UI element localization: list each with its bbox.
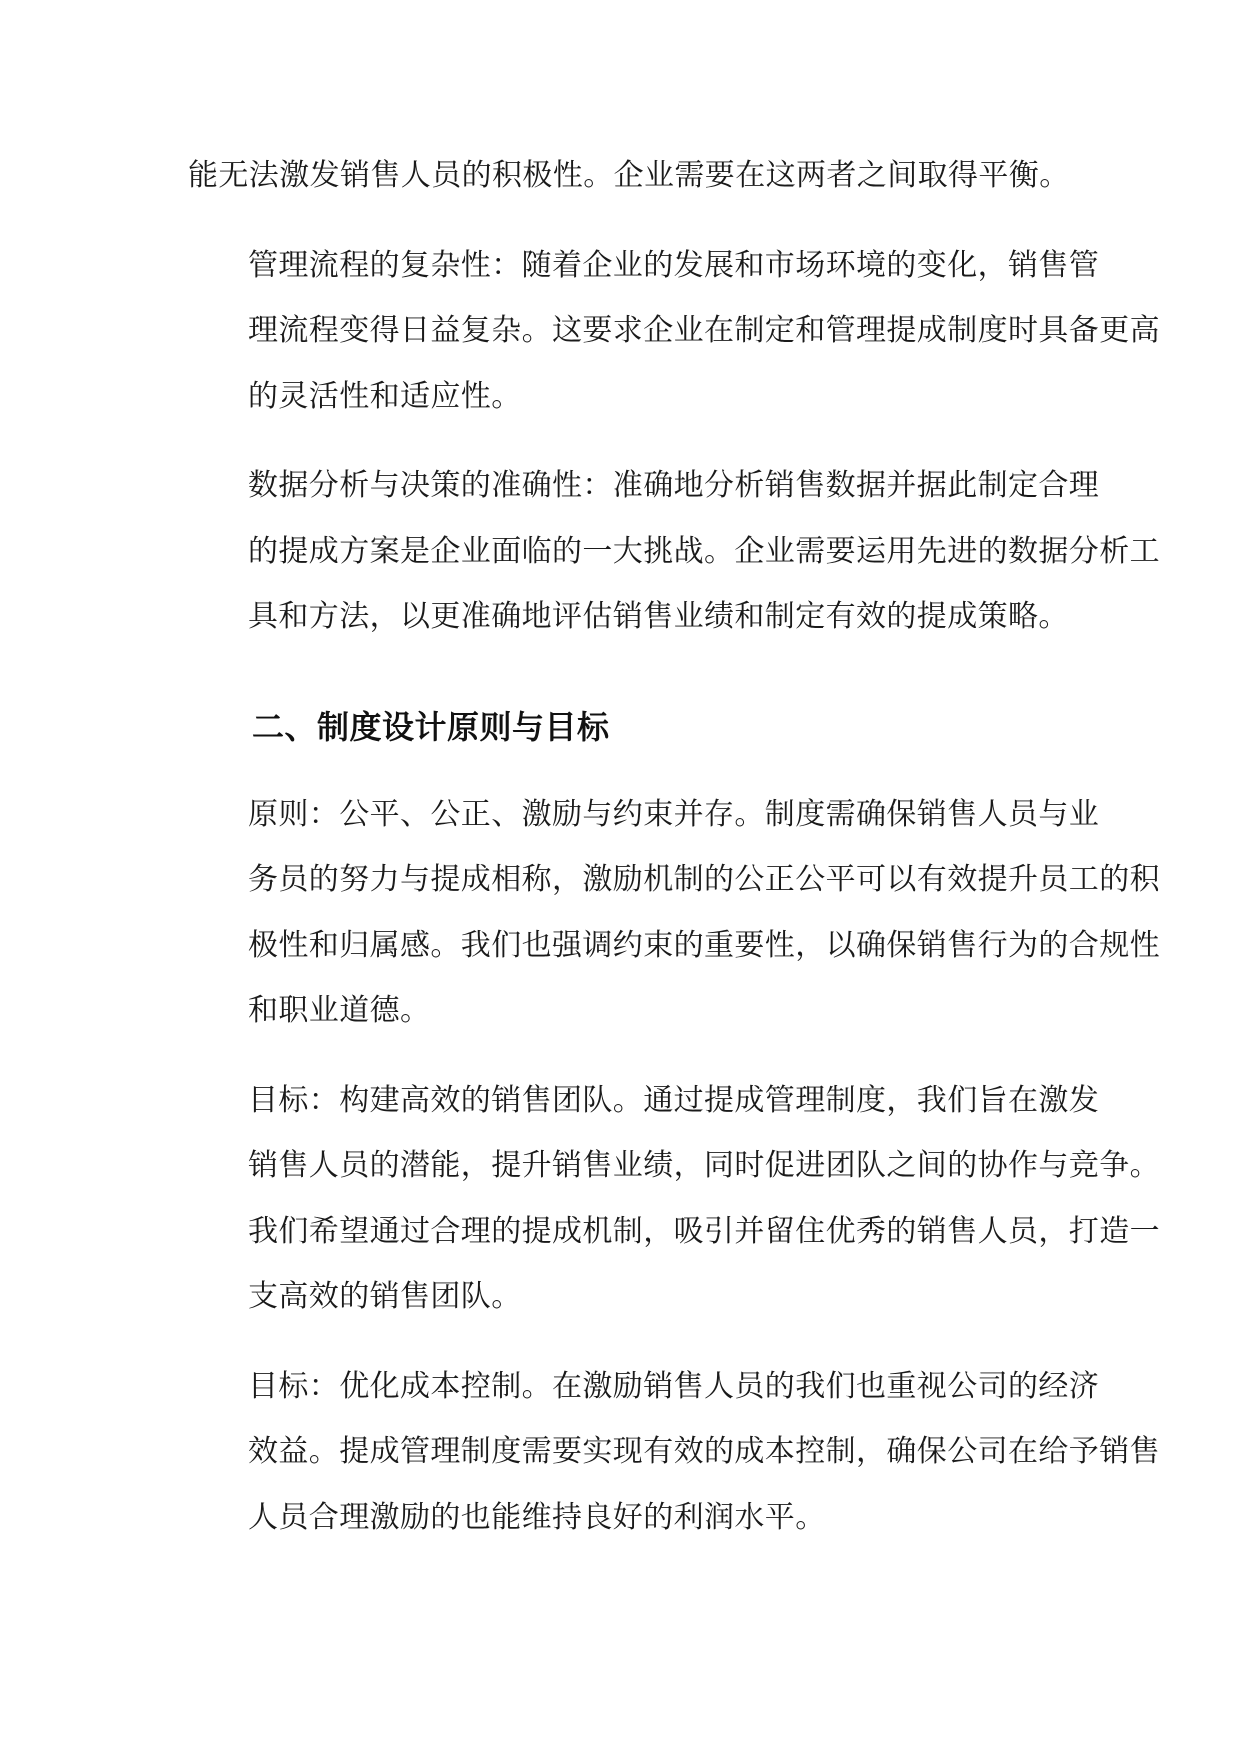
paragraph-continuation [188,143,1070,209]
text-line: 目标：优化成本控制。在激励销售人员的我们也重视公司的经济 [248,1368,1100,1404]
text-line: 数据分析与决策的准确性：准确地分析销售数据并据此制定合理 [248,468,1100,503]
text-line: 目标：构建高效的销售团队。通过提成管理制度，我们旨在激发 [248,1082,1100,1118]
text-line: 管理流程的复杂性：随着企业的发展和市场环境的变化，销售管 [248,247,1100,283]
paragraph-goal-team [188,1068,1160,1330]
text-line: 极性和归属感。我们也强调约束的重要性，以确保销售行为的合规性 [248,927,1160,963]
text-line: 务员的努力与提成相称，激励机制的公正公平可以有效提升员工的积 [248,862,1160,897]
paragraph-process-complexity [188,233,1160,430]
text-line: 的提成方案是企业面临的一大挑战。企业需要运用先进的数据分析工 [248,533,1160,569]
text-line: 具和方法，以更准确地评估销售业绩和制定有效的提成策略。 [248,599,1069,634]
text-line: 我们希望通过合理的提成机制，吸引并留住优秀的销售人员，打造一 [248,1213,1160,1249]
paragraph-principles [188,782,1160,1044]
text-line: 效益。提成管理制度需要实现有效的成本控制，确保公司在给予销售 [248,1434,1160,1469]
text-line: 销售人员的潜能，提升销售业绩，同时促进团队之间的协作与竞争。 [248,1148,1160,1183]
section-heading: 二、制度设计原则与目标 [252,707,610,746]
document-body [188,143,1160,1574]
text-line: 人员合理激励的也能维持良好的利润水平。 [248,1499,826,1535]
text-line: 的灵活性和适应性。 [248,378,522,414]
text-line: 和职业道德。 [248,993,431,1028]
text-line: 能无法激发销售人员的积极性。企业需要在这两者之间取得平衡。 [188,158,1070,193]
text-line: 支高效的销售团队。 [248,1279,522,1314]
text-line: 原则：公平、公正、激励与约束并存。制度需确保销售人员与业 [248,796,1100,832]
paragraph-goal-cost [188,1354,1160,1551]
paragraph-data-analysis [188,453,1160,650]
text-line: 理流程变得日益复杂。这要求企业在制定和管理提成制度时具备更高 [248,313,1160,348]
